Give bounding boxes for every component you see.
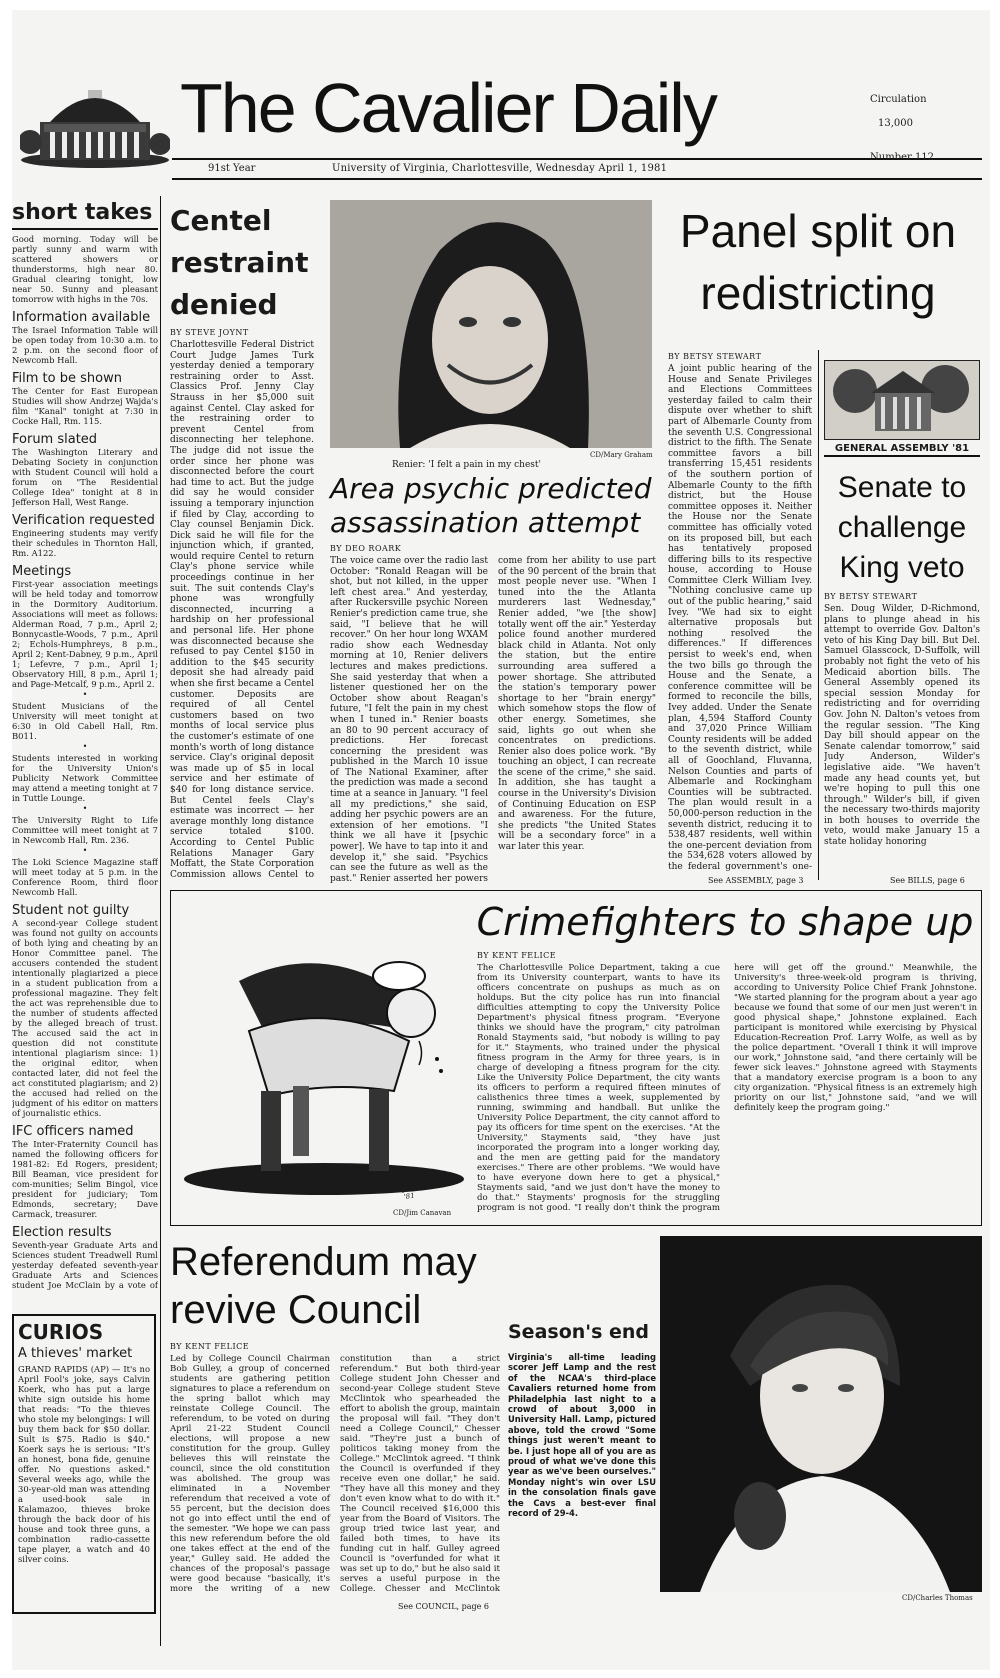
centel-body: Charlottesville Federal District Court Judge James Turk yesterday denied a temporary restraining order to Asst. Classics Prof. Jenny Clay Strauss in her $5,000 suit against Centel. Clay asked for the restraining order to prevent Centel from disconnecting her telephone. The judge did not issue the order since her phone was disconnected before the court had time to act. But the judge did say he would consider issuing a temporary injunction if filed by Clay, according to Clay counsel Benjamin Dick. Dick said he will file for the injunction which, if granted, would require Centel to return Clay's phone service while proceedings continue in her suit. The suit contends Clay's phone was wrongfully disconnected, incurring a hardship on her professional and personal life. Her phone was disconnected because she refused to pay Centel $150 in addition to the $45 security deposit she had already paid when she first became a Centel customer. Deposits are required of all Centel customers based on two months of local service plus the customer's estimate of one month's worth of long distance service. Clay's original deposit was made up of $5 in local service and her estimate of $40 for long distance service. But Centel feels Clay's estimate was incorrect — her average monthly long distance service totaled $100. According to Centel Public Relations Manager Gary Moffatt, the State Corporation Commission allows Centel to [170, 340, 314, 880]
psychic-photo [330, 200, 652, 448]
psychic-byline: BY DEO ROARK [330, 544, 402, 553]
short-takes-item-text: Engineering students may verify their schedules in Thornton Hall, Rm. A122. [12, 528, 158, 558]
short-takes-item-text: The Washington Literary and Debating Society in conjunction with Student Council will hold a forum on "The Residential College Idea" tonight at 8 in Jefferson Hall, West Range. [12, 447, 158, 507]
short-takes-sidebar [12, 200, 158, 1290]
short-takes-item-text: The University Right to Life Committee will meet tonight at 7 in Newcomb Hall, Rm. 236. [12, 815, 158, 845]
short-takes-item-title: Forum slated [12, 432, 98, 447]
crimefighters-article [477, 949, 977, 1221]
cartoon-credit: CD/Jim Canavan [393, 1209, 452, 1217]
assembly-label: GENERAL ASSEMBLY '81 [824, 443, 980, 457]
panel-body: A joint public hearing of the House and Senate Privileges and Elections Committees yesterday failed to calm their dispute over whether to shift part of Albemarle County from the seventh U.S. Congressional district to the fifth. The Senate committee favors a bill transferring 15,451 residents of the southern portion of Albemarle County to the fifth district, but the House committee opposes it. Neither the House nor the Senate committee has officially voted on its proposed bill, but each has tentatively proposed differing bills to its respective house, according to House Committee Clerk William Ivey. "Nothing conclusive came up out of the public hearing," said Ivey. "We had six to eight alternative proposals but nothing resolved the differences." If differences persist to week's end, when the two bills go through the House and the Senate, a conference committee will be formed to reconcile the bills, Ivey added. Under the Senate plan, 4,594 Stafford County and 37,020 Prince William County residents will be added to the seventh district, while all of Goochland, Fluvanna, Nelson Counties and parts of Albemarle and Rockingham Counties will be subtracted. The plan would result in a 50,000-person reduction in the seventh district, reducing it to 538,487 residents, well within the one-percent deviation from the 534,628 voters allowed by the federal government's one- [668, 364, 812, 872]
rotunda-logo [20, 64, 170, 168]
crimefighters-body: The Charlottesville Police Department, taking a cue from its University counterpart, wants to have its officers concentrate on pushups as much as on holdups. But the city police has run into financial difficulties attempting to copy the University Police Department's physical fitness program. "Everyone thinks we should have the program," city patrolman Ronald Stayments said, "but nobody is willing to pay for it." Stayments, who trained under the physical fitness program in the Army for three years, is in charge of developing a fitness program for the city. Like the University Police Department, the city wants its officers to perform a required fifteen minutes of calisthenics three times a week, supplemented by running, swimming and handball. But unlike the University Police Department, the city cannot afford to pay its officers for time spent on the exercises. "At the University," Stayments said, "they have just incorporated the program into a longer working day, and the men are getting paid for the mandatory exercises." There are other problems. "We would have to have everyone down here to get a physical," Stayments said, "and we just don't have the money to do that." Stayments' prognosis for the struggling program is not good. "I really don't think the program here will get off the ground." Meanwhile, the University's three-week-old program is thriving, according to University Police Chief Frank Johnstone. "We started planning for the program about a year ago because we found that some of our men just weren't in good physical shape," Johnstone explained. Each participant is monitored while exercising by Physical Education-Recreation Prof. Larry Wolfe, as well as by the police department. "Overall I think it will improve our work," Johnstone said, "and there certainly will be fewer sick leaves." Johnstone agreed with Stayments that a mandatory exercise program is a boon to any city organization. "Physical fitness is an extremely high priority on our list," Johnstone said, "and we will definitely keep the program going." [477, 963, 977, 1213]
exercise-cartoon [179, 921, 469, 1207]
short-takes-item-title: Information available [12, 310, 151, 325]
short-takes-item-text: The Center for East European Studies will show Andrzej Wajda's film "Kanal" tonight at 7:30 in Cocke Hall, Rm. 115. [12, 386, 158, 426]
short-takes-item-text: A second-year College student was found not guilty on accounts of both lying and cheating by an Honor Committee panel. The accusers contended the student intentionally plagiarized a piece in a student publication from a professional magazine. They felt the act was reprehensible due to the number of students affected by the alleged breach of trust. The accused said the act in question did not constitute intentional plagiarism since: 1) the original editor, when contacted later, did not feel the act constituted plagiarism; and 2) the accused had relied on the judgment of his editor on matters of journalistic ethics. [12, 918, 158, 1118]
short-takes-items [12, 310, 158, 1290]
short-takes-item-title: Student not guilty [12, 903, 130, 918]
short-takes-item-title: Film to be shown [12, 371, 122, 386]
crimefighters-box [170, 890, 982, 1226]
crimefighters-headline: Crimefighters to shape up [476, 900, 974, 944]
bullet-separator: • [82, 804, 88, 813]
short-takes-item-text: The Loki Science Magazine staff will meet today at 5 p.m. in the Conference Room, third floor Newcomb Hall. [12, 857, 158, 897]
short-takes-item-text: The Israel Information Table will be open today from 10:30 a.m. to 2 p.m. on the second floor of Newcomb Hall. [12, 325, 158, 365]
circulation-value: 13,000 [878, 118, 913, 129]
seasons-end-body: Virginia's all-time leading scorer Jeff Lamp and the rest of the NCAA's third-place Cavaliers returned home from Philadelphia last night to a crowd of about 3,000 in University Hall. Lamp, pictured above, told the crowd "Some things just weren't meant to be. I just hope all of you are as proud of what we've done this year as we've been ourselves." Monday night's win over LSU in the consolation finals gave the Cavs a best-ever final record of 29-4. [508, 1352, 656, 1519]
psychic-photo-caption: Renier: 'I felt a pain in my chest' [392, 460, 541, 470]
panel-article [668, 350, 812, 872]
seasons-end-headline: Season's end [508, 1321, 650, 1343]
short-takes-item-text: Students interested in working for the University Union's Publicity Network Committee may attend a meeting tonight at 7 in Tuttle Lounge. [12, 753, 158, 803]
panel-continued: See ASSEMBLY, page 3 [708, 876, 804, 885]
centel-headline: Centel restraint denied [170, 204, 309, 321]
curios-box [12, 1314, 156, 1614]
crimefighters-byline: BY KENT FELICE [477, 951, 557, 960]
bullet-separator: • [82, 742, 88, 751]
curios-text: GRAND RAPIDS (AP) — It's no April Fool's joke, says Calvin Koerk, who has put a large white sign outside his home that reads: "To the thieves who stole my belongings: I will buy them back for $50 dollar. Sult is $75. Radio is $40." Koerk says he is serious: "It's an honest, bona fide, genuine offer. No questions asked." Several weeks ago, while the 30-year-old man was attending a used-book sale in Kalamazoo, thieves broke through the back door of his house and took three guns, a combination radio-cassette tape player, a watch and 40 silver coins. [18, 1364, 150, 1564]
referendum-headline: Referendum may revive Council [170, 1240, 477, 1332]
masthead-number: Number 112 [870, 152, 935, 163]
short-takes-item-title: Verification requested [12, 513, 155, 528]
newspaper-page [12, 10, 990, 1670]
short-takes-intro: Good morning. Today will be partly sunny and warm with scattered showers or thunderstorms, high near 80. Gradual clearing tonight, low near 50. Sunny and pleasant tomorrow with highs in the 70s. [12, 234, 158, 304]
assembly-logo [824, 360, 980, 440]
referendum-article [170, 1340, 500, 1600]
assembly-article [824, 590, 980, 870]
referendum-byline: BY KENT FELICE [170, 1342, 250, 1351]
short-takes-item-text: Seventh-year Graduate Arts and Sciences student Treadwell Ruml yesterday defeated seventh-year Graduate Arts and Sciences student Joe McClain by a vote of [12, 1240, 158, 1290]
masthead-year: 91st Year [208, 163, 256, 174]
assembly-headline: Senate to challenge King veto [837, 471, 967, 584]
circulation-label: Circulation [870, 94, 927, 105]
panel-headline: Panel split on redistricting [679, 205, 957, 319]
short-takes-item-title: Election results [12, 1225, 112, 1240]
psychic-headline: Area psychic predicted assassination attempt [330, 472, 652, 539]
short-takes-item-text: Student Musicians of the University will meet tonight at 6:30 in Old Cabell Hall, Rm. B011. [12, 701, 158, 741]
assembly-byline: BY BETSY STEWART [824, 592, 918, 601]
psychic-photo-credit: CD/Mary Graham [590, 451, 653, 459]
seasons-end-box [508, 1320, 656, 1592]
short-takes-item-title: Meetings [12, 564, 72, 579]
assembly-body: Sen. Doug Wilder, D-Richmond, plans to plunge ahead in his attempt to override Gov. Dalton's veto of his King Day bill. But Del. Samuel Glasscock, D-Suffolk, will probably not fight the veto of his Medicaid abortion bills. The General Assembly opened its special session Monday for redistricting and for overriding Gov. John N. Dalton's vetoes from the regular session. "The King Day bill should appear on the Senate calendar tomorrow," said Judy Anderson, Wilder's legislative aide. "We haven't made any head counts yet, but we're hoping to pull this one through." Wilder's bill, if given the necessary two-thirds majority in both houses to override the veto, would make January 15 a state holiday honoring [824, 604, 980, 848]
bullet-separator: • [82, 690, 88, 699]
cartoon-signature: JIM CANAVAN '81 [402, 1178, 455, 1202]
masthead-dateline: University of Virginia, Charlottesville, Wednesday April 1, 1981 [332, 163, 668, 174]
short-takes-item-text: First-year association meetings will be held today and tomorrow in the Dormitory Auditorium. Associations will meet as follows: Alderman Road, 7 p.m., April 2; Bonnycastle-Woods, 7 p.m., April 2; Echols-Humphreys, 8 p.m., April 2; Kent-Dabney, 9 p.m., April 1; Lefevre, 7 p.m., April 1; Observatory Hill, 8 p.m., April 1; and Page-Metcalf, 9 p.m., April 2. [12, 579, 158, 689]
bullet-separator: • [82, 846, 88, 855]
masthead-title: The Cavalier Daily [180, 69, 716, 147]
centel-article [170, 200, 314, 880]
short-takes-title: short takes [12, 200, 153, 225]
short-takes-item-text: The Inter-Fraternity Council has named the following officers for 1981-82: Ed Rogers, president; Bill Beaman, vice president for com-munities; Selim Bingol, vice president for judiciary; Tom Edmonds, secretary; Dave Carmack, treasurer. [12, 1139, 158, 1219]
lamp-photo [660, 1236, 982, 1592]
curios-subtitle: A thieves' market [18, 1346, 133, 1361]
lamp-photo-credit: CD/Charles Thomas [902, 1594, 973, 1602]
panel-byline: BY BETSY STEWART [668, 352, 762, 361]
referendum-continued: See COUNCIL, page 6 [398, 1602, 489, 1611]
psychic-article [330, 542, 656, 887]
curios-title: CURIOS [18, 1320, 104, 1344]
assembly-continued: See BILLS, page 6 [890, 876, 965, 885]
referendum-body: Led by College Council Chairman Bob Gulley, a group of concerned students are gathering petition signatures to place a referendum on the spring ballot which may reinstate College Council. The referendum, to be voted on during April 21-22 Student Council elections, will propose a new constitution for the group. Gulley believes this will reinstate the council, since the old constitution was abolished. The group was eliminated in a November referendum that received a vote of 55 percent, but the decision does not go into effect until the end of the semester. "We hope we can pass this new referendum before the old one takes effect at the end of the year," Gulley said. He added the chances of the proposal's passage were good because "basically, it's more the writing of a new constitution than a strict referendum." But both third-year College student John Chesser and second-year College student Steve McClintok who spearheaded the effort to abolish the group, maintain the proposal will fail. "They don't need a College Council," Chesser said. "They're just a bunch of politicos taking money from the College." McClintok agreed. "I think the Council is overfunded if they receive even one dollar," he said. "They have all this money and they don't even know what to do with it." The Council received $16,000 this year from the Board of Visitors. The group tried twice last year, and failed both times, to have its funding cut in half. Gulley agreed Council is "overfunded for what it was set up to do," but he also said it serves a useful purpose in the College. Chesser and McClintok [170, 1354, 500, 1594]
centel-byline: BY STEVE JOYNT [170, 328, 249, 337]
short-takes-item-title: IFC officers named [12, 1124, 134, 1139]
psychic-body: The voice came over the radio last October: "Ronald Reagan will be shot, but not killed, in the upper left chest area." And yesterday, after Ruckersville psychic Noreen Renier's prediction came true, she said, "I believe that he will recover." On her hour long WXAM radio show each Wednesday morning at 10, Renier delivers lectures and makes predictions. She said yesterday that when a listener questioned her on the October show about Reagan's future, "I felt the pain in my chest when I tuned in." Renier boasts an 80 to 90 percent accuracy of predictions. Her forecast concerning the president was published in the March 10 issue of The National Examiner, after the prediction was made a second time at a seance in January. "I feel all my predictions," she said, adding her psychic powers are an extension of her emotions. "I think we all have it [psychic power]. We have to tap into it and develop it," she said. "Psychics can see the future as well as the past." Renier asserted her powers come from her ability to use part of the 90 percent of the brain that most people never use. "When I tuned into the the Atlanta murderers last Wednesday," Renier added, "we [the show] totally went off the air." Yesterday police found another murdered black child in Atlanta. Not only the station, but the entire surrounding area suffered a power shortage. She attributed the station's temporary power shortage to her "brain energy" which somehow stops the flow of other energy. Sometimes, she said, lights go out when she concentrates on predictions. Renier also does police work. "By touching an object, I can recreate the scene of the crime," she said. In addition, she has taught a course in the University's Division of Continuing Education on ESP and awareness. For the future, she predicts "the United States will be a secondary force" in a war later this year. [330, 556, 656, 884]
